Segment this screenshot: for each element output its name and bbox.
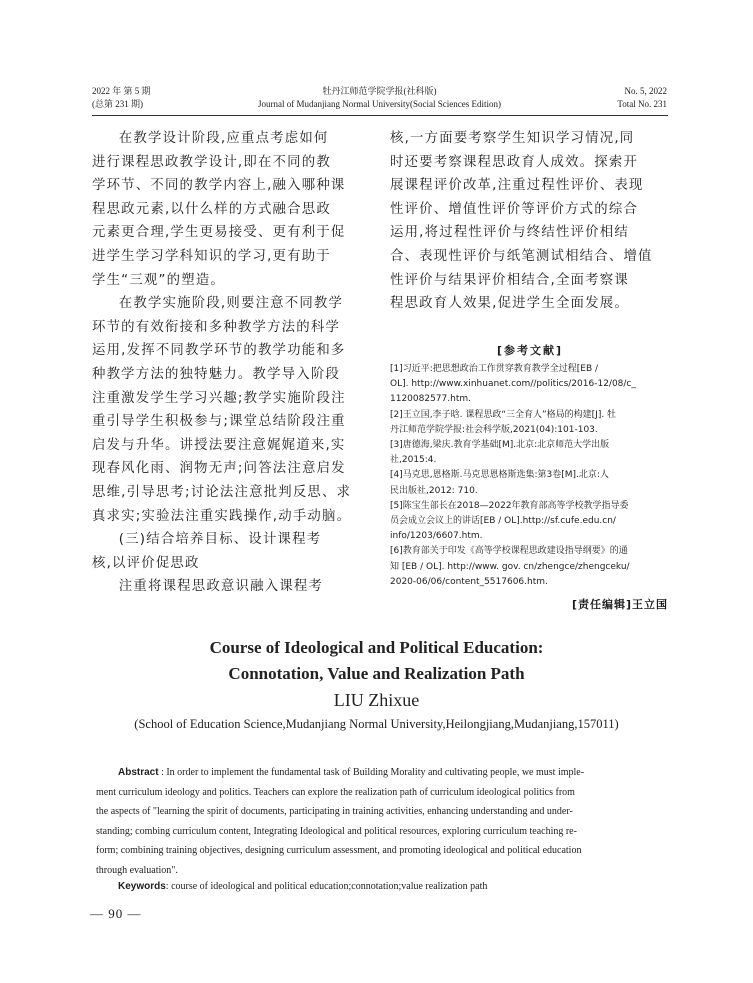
header-number-issue: No. 5, 2022 — [624, 86, 667, 96]
text-line: 启发与升华。讲授法要注意娓娓道来,实 — [92, 437, 346, 453]
reference-item — [390, 438, 670, 468]
text-line: 运用,将过程性评价与终结性评价相结 — [390, 225, 629, 241]
keywords-label: Keywords — [118, 881, 166, 892]
header-journal — [92, 85, 667, 111]
references — [390, 342, 670, 590]
english-title-line1: Course of Ideological and Political Education: — [209, 638, 544, 657]
english-title-line2: Connotation, Value and Realization Path — [228, 664, 525, 683]
right-column — [390, 127, 670, 316]
text-line: 性评价、增值性评价等评价方式的综合 — [390, 201, 639, 217]
author-affiliation: (School of Education Science,Mudanjiang Normal University,Heilongjiang,Mudanjiang,157011) — [134, 717, 619, 731]
header-number — [617, 85, 667, 111]
text-line: 思维,引导思考;讨论法注意批判反思、求 — [92, 484, 352, 500]
text-line: [1]习近平:把思想政治工作贯穿教育教学全过程[EB / — [390, 364, 599, 374]
text-line: standing; combing curriculum content, Integrating Ideological and political resources, exploring curriculum teaching re- — [96, 825, 577, 837]
text-line: 程思政元素,以什么样的方式融合思政 — [92, 201, 331, 217]
page-number: — 90 — — [90, 906, 142, 921]
left-column — [92, 127, 368, 599]
paragraph-assessment — [92, 575, 368, 599]
text-line: [4]马克思,恩格斯.马克思恩格斯选集:第3卷[M].北京:人 — [390, 470, 609, 481]
text-line: 现春风化雨、润物无声;问答法注意启发 — [92, 461, 346, 477]
text-line: 社,2015:4. — [390, 455, 437, 466]
text-line: 注重激发学生学习兴趣;教学实施阶段注 — [92, 390, 346, 406]
header-journal-en: Journal of Mudanjiang Normal University(Social Sciences Edition) — [258, 99, 501, 109]
english-keywords — [118, 881, 678, 892]
text-line: 丹江师范学院学报:社会科学版,2021(04):101-103. — [390, 424, 598, 435]
paragraph-design-stage — [92, 127, 368, 292]
text-line[interactable]: info/1203/6607.htm. — [390, 531, 483, 542]
reference-item — [390, 362, 670, 408]
text-line: 程思政育人效果,促进学生全面发展。 — [390, 296, 629, 312]
text-line: [2]王立国,李子晗. 课程思政“三全育人”格局的构建[J]. 牡 — [390, 409, 617, 420]
reference-item — [390, 544, 670, 590]
references-title: [参考文献] — [496, 344, 564, 357]
reference-item — [390, 468, 670, 498]
text-line: ment curriculum ideology and politics. Teachers can explore the realization path of curriculum ideological politics from — [96, 786, 575, 798]
header-issue-year: 2022 年 第 5 期 — [92, 86, 151, 96]
paragraph-implementation-stage — [92, 292, 368, 528]
text-line — [96, 763, 670, 783]
text-line: 运用,发挥不同教学环节的教学功能和多 — [92, 343, 346, 359]
text-line: [5]陈宝生部长在2018—2022年教育部高等学校教学指导委 — [390, 500, 629, 511]
text-line: 民出版社,2012: 710. — [390, 485, 478, 496]
text-line: 学生“三观”的塑造。 — [92, 272, 225, 288]
text-line: 进行课程思政教学设计,即在不同的教 — [92, 154, 331, 170]
text-line: 展课程评价改革,注重过程性评价、表现 — [390, 178, 644, 194]
text-line[interactable]: OL]. http://www.xinhuanet.com//politics/2016-12/08/c_ — [390, 379, 636, 390]
text-line: 在教学设计阶段,应重点考虑如何 — [118, 131, 329, 146]
text-line: 学环节、不同的教学内容上,融入哪种课 — [92, 178, 346, 194]
text-line[interactable]: 知 [EB / OL]. http://www. gov. cn/zhengce/zhengceku/ — [390, 561, 630, 572]
paragraph-assessment-continued — [390, 127, 670, 316]
text-line: [6]教育部关于印发《高等学校课程思政建设指导纲要》的通 — [390, 546, 628, 557]
keywords-text: : course of ideological and political education;connotation;value realization path — [165, 881, 488, 892]
text-line[interactable]: 2020-06/06/content_5517606.htm. — [390, 576, 548, 587]
text-line: the aspects of "learning the spirit of documents, participating in training activities, enhancing understanding and under- — [96, 806, 573, 817]
text-line: 环节的有效衔接和多种教学方法的科学 — [92, 319, 341, 335]
text-line: 注重将课程思政意识融入课程考 — [118, 579, 324, 595]
text-line: 核,以评价促思政 — [92, 555, 200, 571]
english-abstract — [96, 763, 670, 880]
author-name: LIU Zhixue — [333, 690, 420, 710]
abstract-text: : In order to implement the fundamental task of Building Morality and cultivating people, we must imple- — [161, 767, 585, 778]
reference-item — [390, 408, 670, 438]
text-line: 进学生学习学科知识的学习,更有助于 — [92, 248, 331, 264]
text-line: 元素更合理,学生更易接受、更有利于促 — [92, 225, 346, 241]
header-rule — [92, 115, 668, 116]
header-journal-cn: 牡丹江师范学院学报(社科版) — [322, 86, 437, 96]
text-line: form; combining training objectives, designing curriculum assessment, and promoting ideological and political education — [96, 845, 582, 856]
text-line: through evaluation". — [96, 864, 178, 876]
responsible-editor: [责任编辑]王立国 — [571, 598, 668, 611]
reference-item — [390, 499, 670, 545]
text-line: [3]唐德海,梁庆.教育学基础[M].北京:北京师范大学出版 — [390, 440, 610, 451]
text-line: 性评价与结果评价相结合,全面考察课 — [390, 272, 629, 288]
text-line: 合、表现性评价与纸笔测试相结合、增值 — [390, 248, 653, 264]
text-line: 时还要考察课程思政育人成效。探索开 — [390, 154, 639, 170]
abstract-label: Abstract — [118, 767, 159, 778]
text-line: 重引导学生积极参与;课堂总结阶段注重 — [92, 414, 346, 430]
text-line: (三)结合培养目标、设计课程考 — [118, 532, 322, 548]
text-line: 真求实;实验法注重实践操作,动手动脑。 — [92, 508, 352, 524]
section-heading-3 — [92, 528, 368, 575]
text-line[interactable]: 1120082577.htm. — [390, 394, 471, 405]
text-line: 在教学实施阶段,则要注意不同教学 — [118, 296, 344, 312]
text-line: 核,一方面要考察学生知识学习情况,同 — [390, 131, 635, 146]
text-line[interactable]: 员会成立会议上的讲话[EB / OL].http://sf.cufe.edu.cn/ — [390, 516, 616, 527]
running-header — [92, 85, 667, 115]
header-number-total: Total No. 231 — [617, 99, 667, 109]
text-line: 种教学方法的独特魅力。教学导入阶段 — [92, 366, 341, 382]
header-issue-total: (总第 231 期) — [92, 99, 143, 109]
